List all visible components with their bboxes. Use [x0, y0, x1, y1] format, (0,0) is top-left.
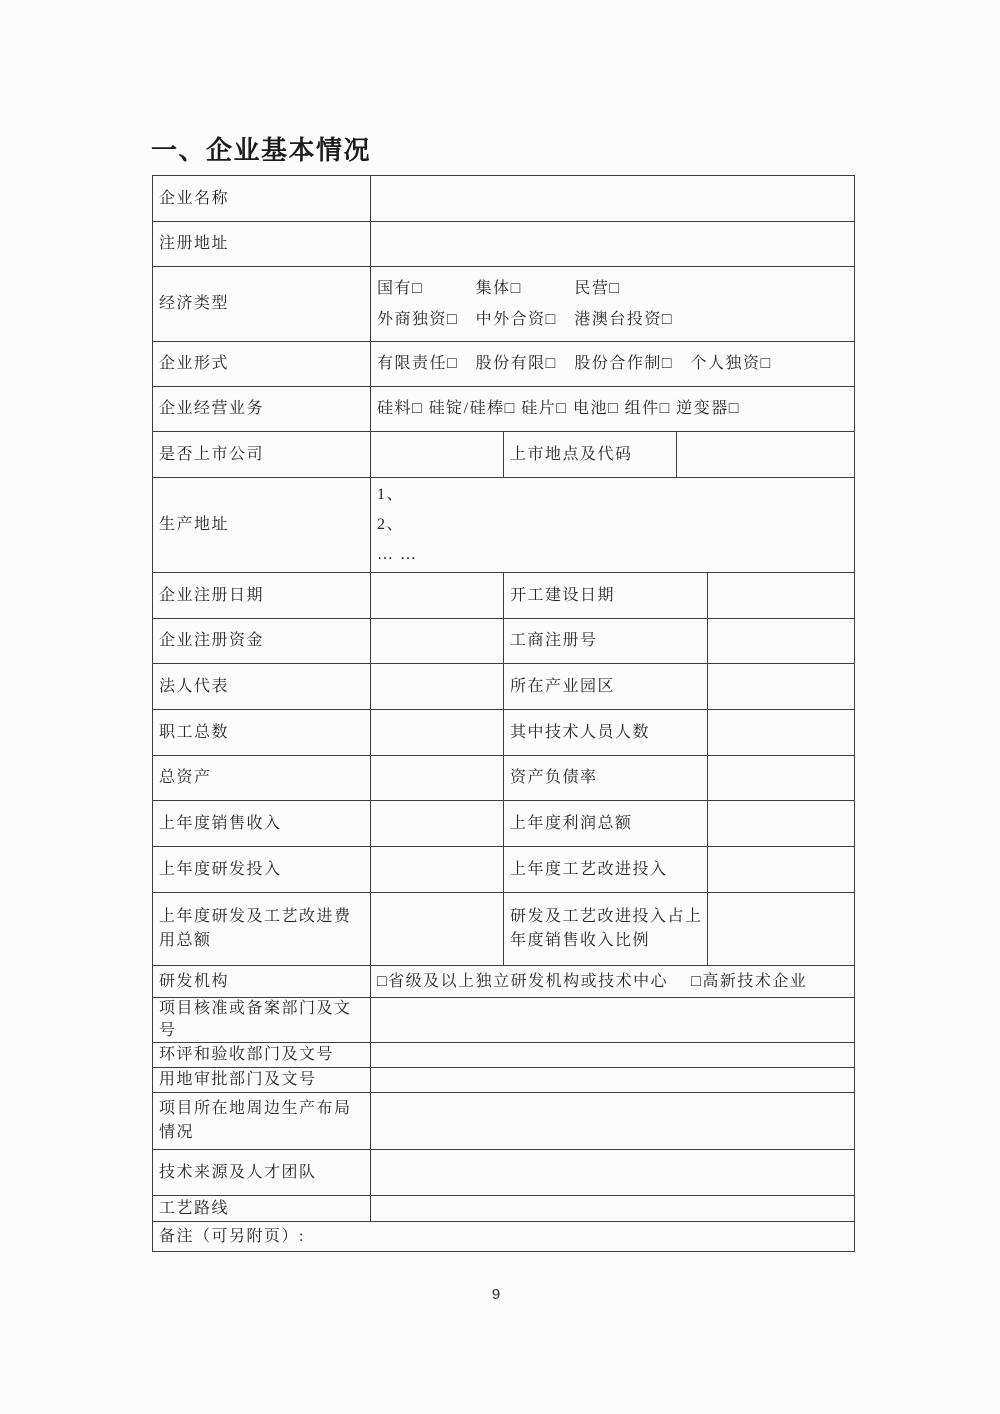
row-label: 项目所在地周边生产布局情况	[153, 1093, 371, 1150]
row-label: 用地审批部门及文号	[153, 1068, 371, 1093]
value-cell	[371, 998, 855, 1043]
value-cell	[371, 893, 504, 966]
table-row-registered-address	[153, 222, 855, 267]
row-label-rd-ratio: 研发及工艺改进投入占上年度销售收入比例	[504, 893, 708, 966]
production-address-line2: 2、	[377, 516, 405, 533]
value-cell	[371, 1150, 855, 1196]
table-row-surrounding-layout	[153, 1093, 855, 1150]
basic-info-table	[152, 175, 855, 1252]
row-label: 研发机构	[153, 966, 371, 998]
economic-type-options-line2: 外商独资□ 中外合资□ 港澳台投资□	[377, 311, 673, 328]
page-number: 9	[491, 1286, 501, 1303]
row-label: 环评和验收部门及文号	[153, 1043, 371, 1068]
value-cell	[708, 801, 855, 847]
table-row-process-route	[153, 1196, 855, 1222]
row-label: 是否上市公司	[153, 432, 371, 478]
row-label: 工艺路线	[153, 1196, 371, 1222]
table-row-land-approval	[153, 1068, 855, 1093]
value-cell-listing-place	[677, 432, 855, 478]
table-row-sales-revenue	[153, 801, 855, 847]
production-address-ellipsis: … …	[377, 546, 418, 563]
value-cell	[708, 573, 855, 619]
row-label: 企业名称	[153, 176, 371, 222]
value-cell-business-scope: 硅料□ 硅锭/硅棒□ 硅片□ 电池□ 组件□ 逆变器□	[371, 387, 855, 432]
value-cell	[371, 619, 504, 664]
value-cell	[371, 1043, 855, 1068]
row-label-remarks: 备注（可另附页）:	[153, 1222, 855, 1252]
row-label-industrial-park: 所在产业园区	[504, 664, 708, 710]
value-cell-production-address	[371, 478, 855, 573]
table-row-rd-institution	[153, 966, 855, 998]
row-label: 上年度销售收入	[153, 801, 371, 847]
value-cell	[371, 573, 504, 619]
value-cell	[708, 664, 855, 710]
table-row-eia-acceptance	[153, 1043, 855, 1068]
value-cell	[371, 710, 504, 756]
value-cell	[371, 664, 504, 710]
table-row-technology-source	[153, 1150, 855, 1196]
value-cell	[708, 619, 855, 664]
row-label: 经济类型	[153, 267, 371, 342]
row-label: 总资产	[153, 756, 371, 801]
row-label: 法人代表	[153, 664, 371, 710]
page-title: 一、企业基本情况	[151, 135, 372, 165]
value-cell-rd-institution: □省级及以上独立研发机构或技术中心 □高新技术企业	[371, 966, 855, 998]
table-row-project-approval	[153, 998, 855, 1043]
table-row-total-assets	[153, 756, 855, 801]
value-cell-listed	[371, 432, 504, 478]
table-row-registration-date	[153, 573, 855, 619]
table-row-business-scope	[153, 387, 855, 432]
row-label: 企业注册日期	[153, 573, 371, 619]
table-row-registered-capital	[153, 619, 855, 664]
row-label-listing-place: 上市地点及代码	[504, 432, 677, 478]
value-cell-registered-address	[371, 222, 855, 267]
row-label: 技术来源及人才团队	[153, 1150, 371, 1196]
row-label-business-reg-no: 工商注册号	[504, 619, 708, 664]
value-cell	[371, 801, 504, 847]
value-cell	[371, 1196, 855, 1222]
value-cell-company-form: 有限责任□ 股份有限□ 股份合作制□ 个人独资□	[371, 342, 855, 387]
row-label: 项目核准或备案部门及文号	[153, 998, 371, 1043]
table-row-rd-investment	[153, 847, 855, 893]
row-label: 上年度研发及工艺改进费用总额	[153, 893, 371, 966]
table-row-company-name	[153, 176, 855, 222]
row-label-technical-staff: 其中技术人员人数	[504, 710, 708, 756]
row-label: 注册地址	[153, 222, 371, 267]
row-label-total-profit: 上年度利润总额	[504, 801, 708, 847]
table-row-legal-representative	[153, 664, 855, 710]
value-cell	[371, 756, 504, 801]
value-cell-company-name	[371, 176, 855, 222]
row-label: 企业经营业务	[153, 387, 371, 432]
table-row-economic-type	[153, 267, 855, 342]
row-label: 企业注册资金	[153, 619, 371, 664]
economic-type-options-line1: 国有□ 集体□ 民营□	[377, 280, 621, 297]
row-label: 企业形式	[153, 342, 371, 387]
table-row-production-address	[153, 478, 855, 573]
value-cell-economic-type	[371, 267, 855, 342]
table-row-remarks	[153, 1222, 855, 1252]
table-row-company-form	[153, 342, 855, 387]
value-cell	[708, 893, 855, 966]
row-label: 生产地址	[153, 478, 371, 573]
table-row-rd-total-expense	[153, 893, 855, 966]
row-label: 职工总数	[153, 710, 371, 756]
value-cell	[371, 1068, 855, 1093]
production-address-line1: 1、	[377, 486, 405, 503]
row-label: 上年度研发投入	[153, 847, 371, 893]
row-label-debt-ratio: 资产负债率	[504, 756, 708, 801]
row-label-process-improvement: 上年度工艺改进投入	[504, 847, 708, 893]
value-cell	[708, 710, 855, 756]
value-cell	[708, 847, 855, 893]
value-cell	[708, 756, 855, 801]
table-row-total-employees	[153, 710, 855, 756]
value-cell	[371, 847, 504, 893]
row-label-construction-date: 开工建设日期	[504, 573, 708, 619]
table-row-listed-company	[153, 432, 855, 478]
value-cell	[371, 1093, 855, 1150]
